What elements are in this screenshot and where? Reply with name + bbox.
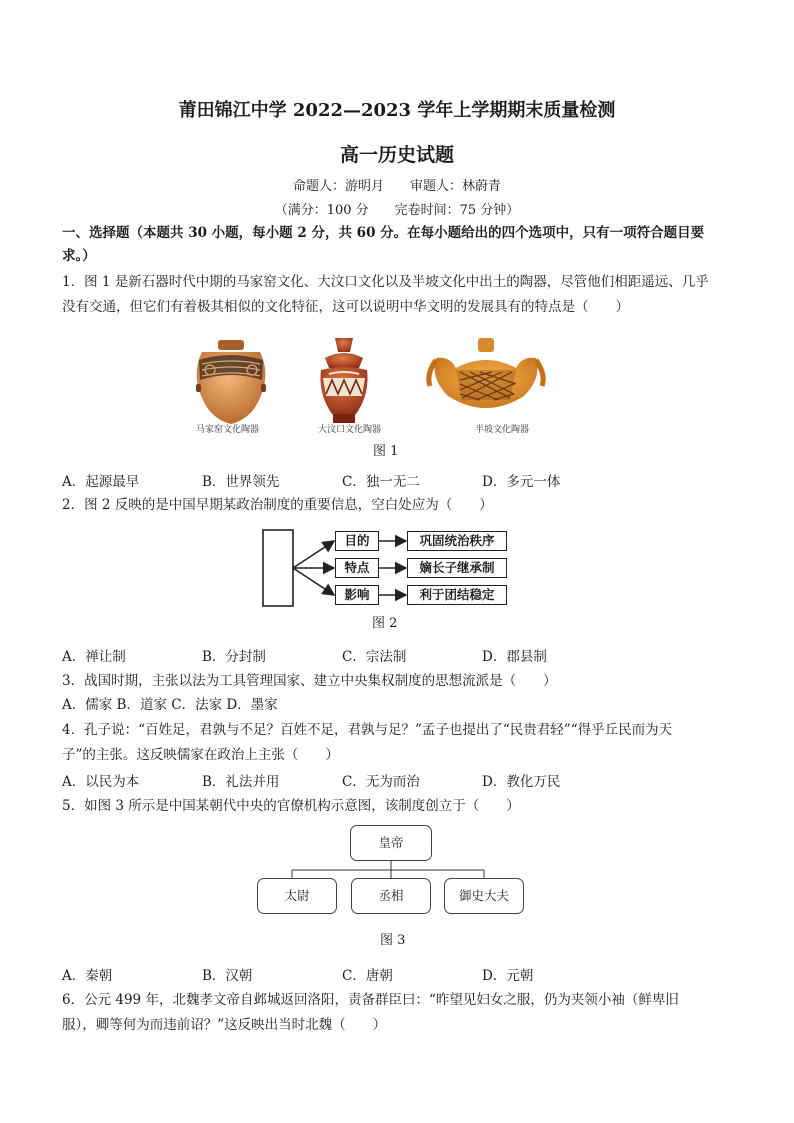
diagram-3-emperor: 皇帝 [350, 825, 432, 861]
q2-option-c[interactable]: C．宗法制 [342, 649, 407, 665]
figure-3-diagram [256, 824, 526, 916]
q4-text-line1: 4．孔子说：“百姓足，君孰与不足？百姓不足，君孰与足？”孟子也提出了“民贵君轻”“得乎丘民而为天 [62, 722, 673, 738]
q2-option-a[interactable]: A．禅让制 [62, 649, 126, 665]
q1-option-c[interactable]: C．独一无二 [342, 474, 420, 490]
q5-option-a[interactable]: A．秦朝 [62, 968, 113, 984]
q1-option-a[interactable]: A．起源最早 [62, 474, 140, 490]
diagram-2-value-impact: 利于团结稳定 [407, 585, 507, 605]
majiayao-pottery [196, 340, 266, 424]
figure-2-label: 图 2 [372, 616, 398, 631]
diagram-2-label-impact: 影响 [335, 585, 379, 605]
exam-subtitle: 高一历史试题 [339, 144, 454, 166]
diagram-3-censor: 御史大夫 [444, 878, 524, 914]
q4-option-c[interactable]: C．无为而治 [342, 774, 420, 790]
exam-meta: （满分：100 分 完卷时间：75 分钟） [274, 203, 520, 218]
q5-option-c[interactable]: C．唐朝 [342, 968, 393, 984]
q1-text-line1: 1．图 1 是新石器时代中期的马家窑文化、大汶口文化以及半坡文化中出土的陶器，尽管他们相距遥远、几乎 [62, 274, 709, 290]
caption-banpo: 半坡文化陶器 [475, 425, 530, 435]
diagram-3-taiwei: 太尉 [257, 878, 337, 914]
q5-text-line1: 5．如图 3 所示是中国某朝代中央的官僚机构示意图，该制度创立于（ ） [62, 798, 520, 814]
caption-dawenkou: 大汶口文化陶器 [318, 425, 382, 435]
figure-2-diagram [262, 527, 510, 609]
q1-text-line2: 没有交通，但它们有着极其相似的文化特征，这可以说明中华文明的发展具有的特点是（ ） [62, 299, 629, 315]
q5-option-b[interactable]: B．汉朝 [202, 968, 253, 984]
diagram-3-chancellor: 丞相 [351, 878, 431, 914]
q1-option-b[interactable]: B．世界领先 [202, 474, 280, 490]
figure-3-label: 图 3 [380, 933, 406, 948]
diagram-2-label-purpose: 目的 [335, 531, 379, 551]
q4-option-b[interactable]: B．礼法并用 [202, 774, 280, 790]
banpo-pottery [429, 338, 543, 408]
q2-text-line1: 2．图 2 反映的是中国早期某政治制度的重要信息，空白处应为（ ） [62, 497, 493, 513]
q5-option-d[interactable]: D．元朝 [482, 968, 534, 984]
exam-authors: 命题人：游明月 审题人：林蔚青 [292, 179, 501, 194]
q6-text-line1: 6．公元 499 年，北魏孝文帝自邺城返回洛阳，责备群臣曰：“昨望见妇女之服，仍为夹领小袖（鲜卑旧 [62, 992, 679, 1008]
q2-option-b[interactable]: B．分封制 [202, 649, 266, 665]
q3-text-line1: 3．战国时期，主张以法为工具管理国家、建立中央集权制度的思想流派是（ ） [62, 673, 557, 689]
q3-options[interactable]: A．儒家 B．道家 C．法家 D．墨家 [62, 697, 278, 713]
q4-text-line2: 子”的主张。这反映儒家在政治上主张（ ） [62, 747, 339, 763]
exam-title: 莆田锦江中学 2022—2023 学年上学期期末质量检测 [178, 100, 616, 121]
q1-option-d[interactable]: D．多元一体 [482, 474, 561, 490]
diagram-2-value-purpose: 巩固统治秩序 [407, 531, 507, 551]
diagram-2-label-feature: 特点 [335, 558, 379, 578]
q4-option-d[interactable]: D．教化万民 [482, 774, 561, 790]
q2-option-d[interactable]: D．郡县制 [482, 649, 547, 665]
caption-majiayao: 马家窑文化陶器 [196, 425, 260, 435]
diagram-2-value-feature: 嫡长子继承制 [407, 558, 507, 578]
q6-text-line2: 服），卿等何为而违前诏？”这反映出当时北魏（ ） [62, 1017, 387, 1033]
section-heading-line2: 求。） [62, 248, 96, 264]
section-heading-line1: 一、选择题（本题共 30 小题，每小题 2 分，共 60 分。在每小题给出的四个选项中，只有一项符合题目要 [62, 225, 705, 241]
q4-option-a[interactable]: A．以民为本 [62, 774, 140, 790]
figure-1-label: 图 1 [373, 444, 399, 459]
dawenkou-pottery [320, 338, 367, 423]
